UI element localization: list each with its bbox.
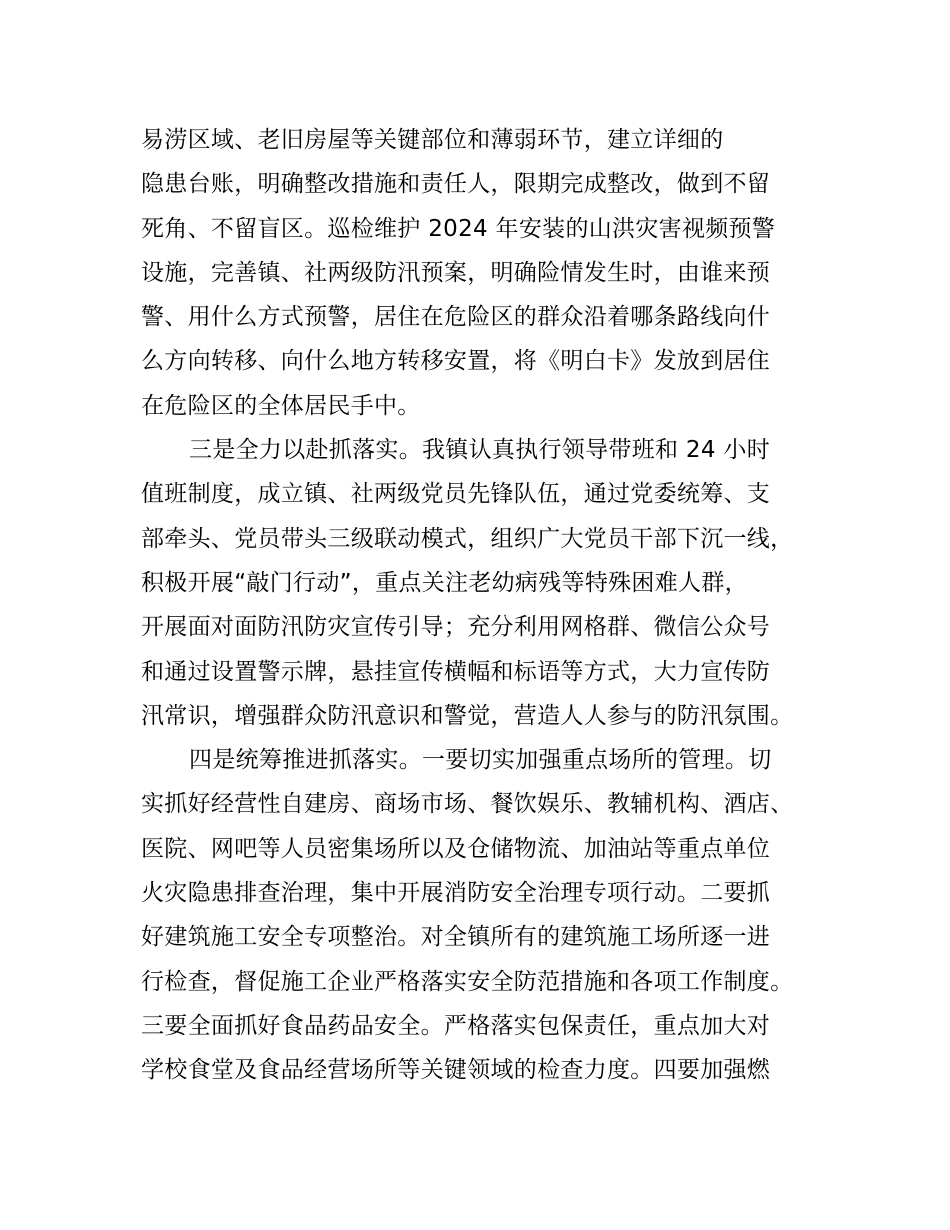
text-line: 汛常识，增强群众防汛意识和警觉，营造人人参与的防汛氛围。 <box>141 702 794 729</box>
text-line: 火灾隐患排查治理，集中开展消防安全治理专项行动。二要抓 <box>141 880 771 907</box>
text-line: 积极开展“敲门行动”，重点关注老幼病残等特殊困难人群， <box>141 569 748 596</box>
text-line: 开展面对面防汛防灾宣传引导；充分利用网格群、微信公众号 <box>141 614 771 641</box>
text-line: 好建筑施工安全专项整治。对全镇所有的建筑施工场所逐一进 <box>141 924 771 951</box>
text-line: 易涝区域、老旧房屋等关键部位和薄弱环节，建立详细的 <box>141 127 724 153</box>
text-line: 在危险区的全体居民手中。 <box>141 392 421 419</box>
text-line: 实抓好经营性自建房、商场市场、餐饮娱乐、教辅机构、酒店、 <box>141 791 794 818</box>
text-line: 隐患台账，明确整改措施和责任人，限期完成整改，做到不留 <box>141 171 771 198</box>
text-line: 医院、网吧等人员密集场所以及仓储物流、加油站等重点单位 <box>141 835 771 862</box>
text-line: 值班制度，成立镇、社两级党员先锋队伍，通过党委统筹、支 <box>141 481 771 508</box>
body-text <box>141 118 831 1093</box>
text-line: 部牵头、党员带头三级联动模式，组织广大党员干部下沉一线， <box>141 525 794 552</box>
text-line: 死角、不留盲区。巡检维护 2024 年安装的山洪灾害视频预警 <box>141 215 776 242</box>
text-line: 警、用什么方式预警，居住在危险区的群众沿着哪条路线向什 <box>141 304 771 331</box>
text-line: 和通过设置警示牌，悬挂宣传横幅和标语等方式，大力宣传防 <box>141 658 771 685</box>
text-line: 学校食堂及食品经营场所等关键领域的检查力度。四要加强燃 <box>141 1057 771 1084</box>
text-line: 设施，完善镇、社两级防汛预案，明确险情发生时，由谁来预 <box>141 259 771 286</box>
text-line: 三要全面抓好食品药品安全。严格落实包保责任，重点加大对 <box>141 1012 771 1039</box>
text-line: 行检查，督促施工企业严格落实安全防范措施和各项工作制度。 <box>141 968 794 995</box>
paragraph-start-line: 三是全力以赴抓落实。我镇认真执行领导带班和 24 小时 <box>189 437 770 464</box>
paragraph-start-line: 四是统筹推进抓落实。一要切实加强重点场所的管理。切 <box>189 747 772 774</box>
text-line: 么方向转移、向什么地方转移安置，将《明白卡》发放到居住 <box>141 348 771 375</box>
